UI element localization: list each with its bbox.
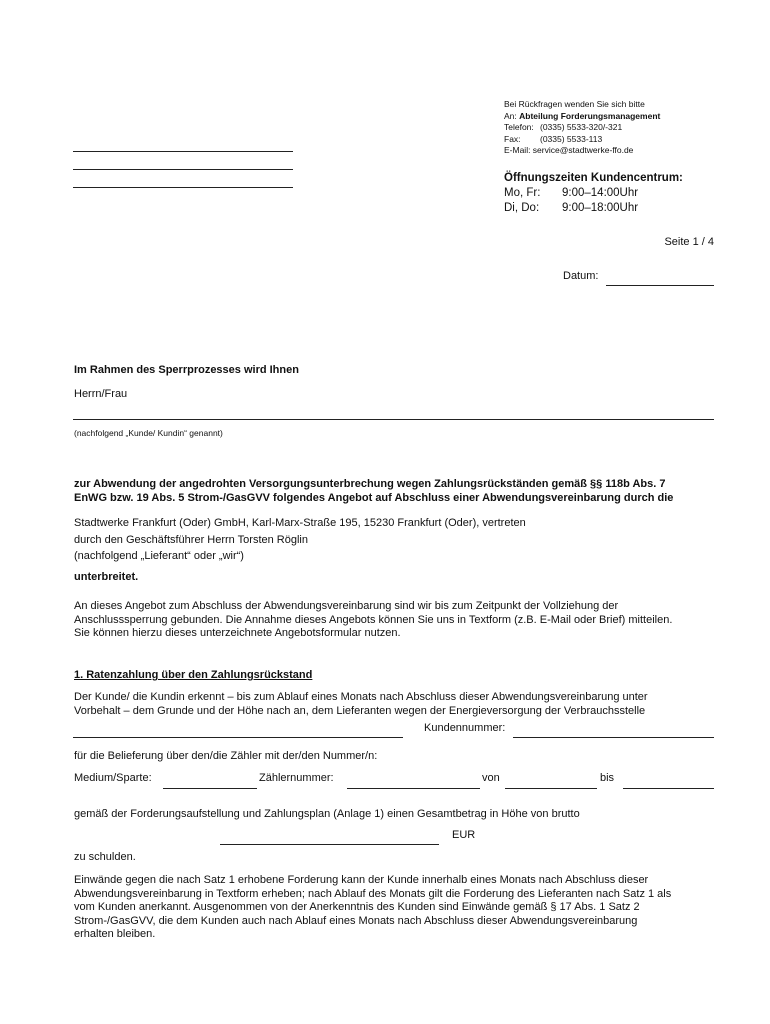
customer-number-field[interactable] xyxy=(513,737,714,738)
opening-hours-row: Di, Do: 9:00–18:00Uhr xyxy=(504,202,639,214)
total-amount-text: gemäß der Forderungsaufstellung und Zahlungsplan (Anlage 1) einen Gesamtbetrag in Höhe von brutto xyxy=(74,808,580,820)
section1-heading: 1. Ratenzahlung über den Zahlungsrückstand xyxy=(74,669,313,681)
date-field[interactable] xyxy=(606,285,714,286)
contact-block xyxy=(504,99,744,157)
consumption-point-field[interactable] xyxy=(73,737,403,738)
from-label: von xyxy=(482,772,500,784)
opening-hours-title: Öffnungszeiten Kundencentrum: xyxy=(504,172,683,184)
date-label: Datum: xyxy=(563,270,599,282)
medium-label: Medium/Sparte: xyxy=(74,772,152,784)
contact-recipient: An: Abteilung Forderungsmanagement xyxy=(504,110,661,121)
purpose-text: zur Abwendung der angedrohten Versorgungsunterbrechung wegen Zahlungsrückständen gemäß §§ 118b Abs. 7 EnWG bzw. 19 Abs. 5 Strom-/GasGVV folgendes Angebot auf Abschluss einer Abwendungsvereinbarung durch die xyxy=(74,478,674,504)
contact-fax: Fax: (0335) 5533-113 xyxy=(504,133,603,144)
owe-text: zu schulden. xyxy=(74,851,136,863)
salutation: Herrn/Frau xyxy=(74,388,128,400)
meter-number-label: Zählernummer: xyxy=(259,772,334,784)
contact-phone: Telefon: (0335) 5533-320/-321 xyxy=(504,122,623,133)
address-line-1[interactable] xyxy=(73,151,293,152)
customer-number-label: Kundennummer: xyxy=(424,722,506,734)
section1-paragraph: Der Kunde/ die Kundin erkennt – bis zum Ablauf eines Monats nach Abschluss dieser Abwendungsvereinbarung unter Vorbehalt – dem Grunde und der Höhe nach an, dem Lieferanten wegen der Energieversorgung der Verbrauchsstelle xyxy=(74,691,648,717)
currency-label: EUR xyxy=(452,829,476,841)
customer-note: (nachfolgend „Kunde/ Kundin“ genannt) xyxy=(74,428,223,438)
meter-number-field[interactable] xyxy=(347,788,480,789)
medium-field[interactable] xyxy=(163,788,257,789)
contact-department: Abteilung Forderungsmanagement xyxy=(519,110,661,121)
intro-heading: Im Rahmen des Sperrprozesses wird Ihnen xyxy=(74,364,299,376)
to-label: bis xyxy=(600,772,615,784)
objection-paragraph: Einwände gegen die nach Satz 1 erhobene Forderung kann der Kunde innerhalb eines Monats nach Abschluss dieser Abwendungsvereinbarung in Textform erheben; nach Ablauf des Monats gilt die Forderung des Lieferanten nach Satz 1 als vom Kunden anerkannt. Ausgenommen von der Anerkenntnis des Kunden sind Einwände gemäß § 17 Abs. 1 Satz 2 Strom-/GasGVV, die dem Kunden auch nach Ablauf eines Monats nach Abschluss dieser Abwendungsvereinbarung erhalten bleiben. xyxy=(74,874,672,941)
customer-name-field[interactable] xyxy=(73,419,714,420)
opening-hours-row: Mo, Fr: 9:00–14:00Uhr xyxy=(504,187,639,199)
acceptance-paragraph: An dieses Angebot zum Abschluss der Abwendungsvereinbarung sind wir bis zum Zeitpunkt der Vollziehung der Anschlusssperrung gebunden. Die Annahme dieses Angebots können Sie uns in Textform (z.B. E-Mail oder Brief) mitteilen. Sie können hierzu dieses unterzeichnete Angebotsformular nutzen. xyxy=(74,600,673,639)
amount-field[interactable] xyxy=(220,844,439,845)
to-date-field[interactable] xyxy=(623,788,714,789)
address-line-3[interactable] xyxy=(73,187,293,188)
supplier-block: Stadtwerke Frankfurt (Oder) GmbH, Karl-Marx-Straße 195, 15230 Frankfurt (Oder), vertreten durch den Geschäftsführer Herrn Torsten Röglin (nachfolgend „Lieferant“ oder „wir“) xyxy=(74,517,526,562)
page-number: Seite 1 / 4 xyxy=(664,236,714,248)
address-line-2[interactable] xyxy=(73,169,293,170)
contact-intro: Bei Rückfragen wenden Sie sich bitte xyxy=(504,99,645,109)
opening-hours xyxy=(504,171,744,216)
offered-text: unterbreitet. xyxy=(74,571,139,583)
contact-email: E-Mail: service@stadtwerke-ffo.de xyxy=(504,145,634,156)
from-date-field[interactable] xyxy=(505,788,597,789)
meter-intro: für die Belieferung über den/die Zähler mit der/den Nummer/n: xyxy=(74,750,378,762)
